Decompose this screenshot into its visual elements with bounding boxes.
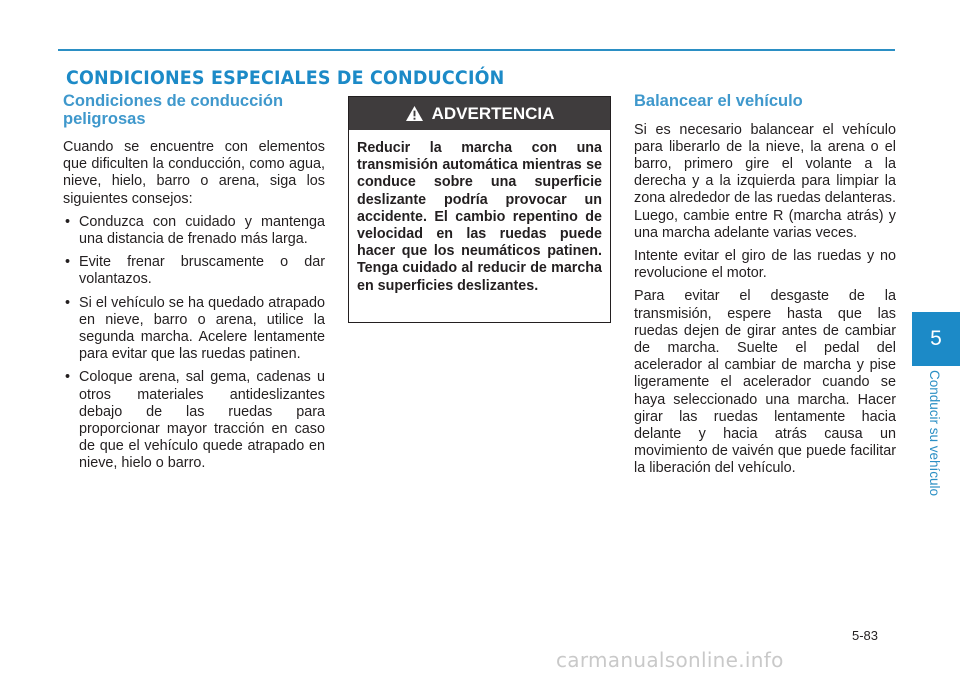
left-column [63,93,325,479]
right-paragraph: Intente evitar el giro de las ruedas y no revolucione el motor. [634,247,896,282]
chapter-tab: 5 [912,312,960,366]
warning-text: Reducir la marcha con una transmisión automática mientras se conduce sobre una superficie deslizante podría provocar un accidente. El cambio repentino de velocidad en las ruedas puede hacer que los neumáticos patinen. Tenga cuidado al reducir de marcha en superficies deslizantes. [357,140,602,294]
right-paragraph: Si es necesario balancear el vehículo para liberarlo de la nieve, la arena o el barro, primero gire el volante a la derecha y a la izquierda para limpiar la zona alrededor de las ruedas delanteras. Luego, cambie entre R (marcha atrás) y una marcha adelante varias veces. [634,121,896,241]
tips-list [63,214,325,473]
list-item: • Evite frenar bruscamente o dar volantazos. [65,254,325,288]
section-title: CONDICIONES ESPECIALES DE CONDUCCIÓN [66,67,505,89]
warning-header [349,97,610,130]
left-heading: Condiciones de conducción peligrosas [63,92,284,128]
left-intro: Cuando se encuentre con elementos que dificulten la conducción, como agua, nieve, hielo, barro o arena, siga los siguientes consejos: [63,139,325,207]
watermark: carmanualsonline.info [556,648,784,672]
right-column [634,93,896,484]
list-item: • Coloque arena, sal gema, cadenas u otros materiales antideslizantes debajo de las ruedas para proporcionar mayor tracción en caso de que el vehículo quede atrapado en nieve, hielo o barro. [65,369,325,472]
right-paragraph: Para evitar el desgaste de la transmisión, espere hasta que las ruedas dejen de girar antes de cambiar de marcha. Suelte el pedal del acelerador al cambiar de marcha y pise ligeramente el acelerador cuando se haya seleccionado una marcha. Hacer girar las ruedas lentamente hacia delante y hacia atrás causa un movimiento de vaivén que puede facilitar la liberación del vehículo. [634,288,896,477]
top-rule [58,49,895,51]
page-number: 5-83 [852,628,879,643]
list-item: • Conduzca con cuidado y mantenga una distancia de frenado más larga. [65,213,325,248]
bullet-icon: • [65,213,71,230]
bullet-icon: • [65,294,71,311]
warning-triangle-icon [405,105,424,122]
bullet-icon: • [65,254,71,271]
bullet-icon: • [65,369,71,386]
warning-label: ADVERTENCIA [431,103,555,123]
right-heading: Balancear el vehículo [634,92,803,110]
chapter-title: Conducir su vehículo [927,370,942,497]
warning-box [348,96,611,323]
list-item: • Si el vehículo se ha quedado atrapado en nieve, barro o arena, utilice la segunda marcha. Acelere lentamente para evitar que las ruedas patinen. [65,294,325,363]
